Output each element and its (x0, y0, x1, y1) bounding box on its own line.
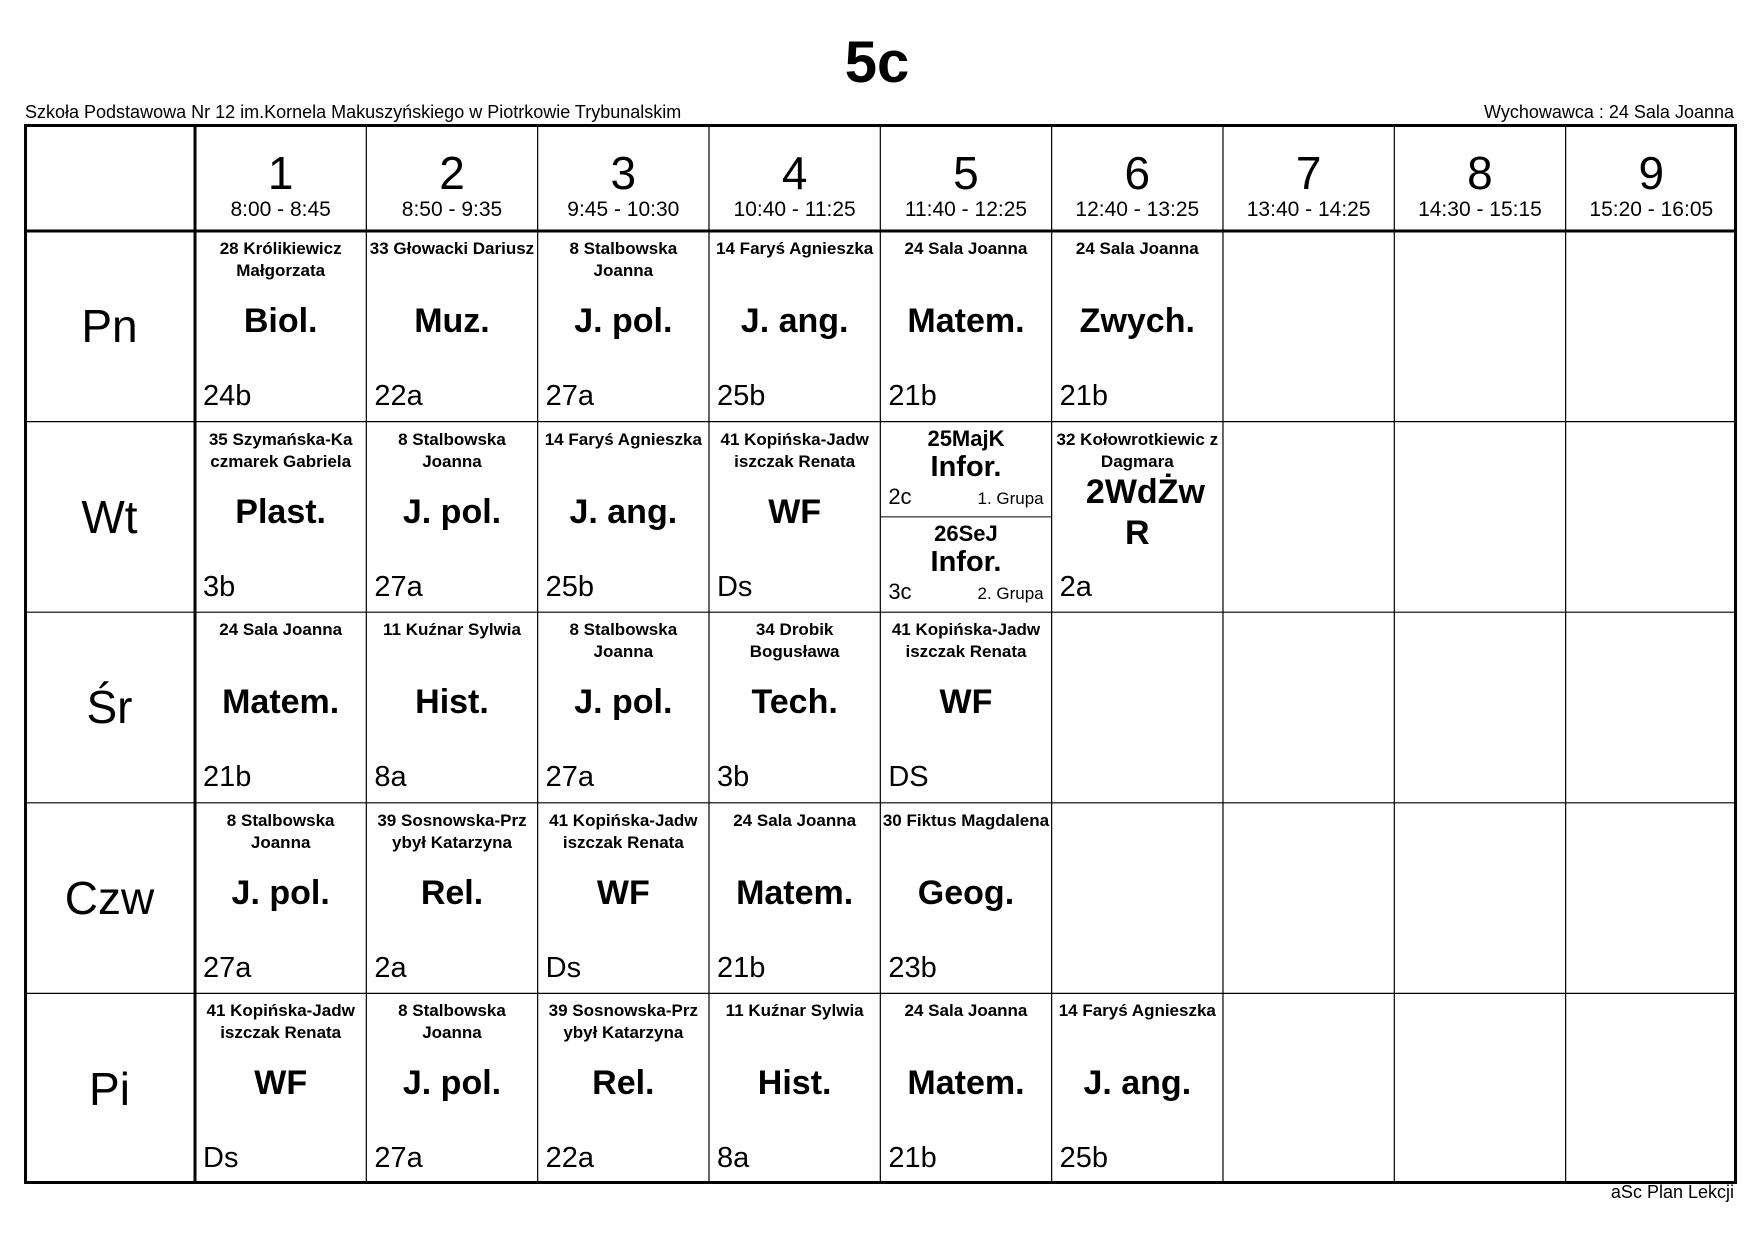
lesson-cell[interactable] (538, 612, 709, 803)
lesson-cell[interactable] (366, 422, 537, 613)
lesson-room: 3b (203, 570, 236, 603)
lesson-room: 2a (374, 951, 407, 984)
lesson-cell[interactable] (538, 803, 709, 994)
lesson-teacher: 11 Kuźnar Sylwia (383, 620, 521, 640)
lesson-subject: J. pol. (574, 683, 673, 722)
lesson-subject: Rel. (592, 1064, 655, 1103)
lesson-cell[interactable] (1052, 231, 1223, 422)
lesson-cell[interactable] (195, 993, 366, 1184)
lesson-cell[interactable] (366, 231, 537, 422)
day-label: Pi (89, 1062, 130, 1115)
lesson-cell[interactable] (709, 231, 880, 422)
lesson-room: 22a (374, 380, 423, 412)
lesson-cell[interactable] (538, 422, 709, 613)
period-header-9 (1566, 124, 1737, 231)
lesson-subject: J. pol. (402, 1064, 502, 1103)
lesson-teacher: 39 Sosnowska-Prz ybył Katarzyna (548, 1001, 698, 1043)
lesson-cell[interactable] (195, 231, 366, 422)
lesson-room: 25b (716, 380, 766, 412)
lesson-cell[interactable] (880, 993, 1051, 1184)
lesson-cell[interactable] (195, 612, 366, 803)
period-number: 6 (1124, 147, 1151, 199)
lesson-cell[interactable] (1052, 422, 1223, 613)
lesson-cell[interactable] (538, 993, 709, 1184)
lesson-subject: Infor. (930, 545, 1002, 578)
lesson-cell[interactable] (709, 612, 880, 803)
period-header-1 (195, 124, 366, 231)
lesson-subject: Hist. (415, 683, 489, 722)
lesson-teacher: 8 Stalbowska Joanna (569, 620, 678, 662)
lesson-teacher: 14 Faryś Agnieszka (1058, 1001, 1216, 1021)
school-name: Szkoła Podstawowa Nr 12 im.Kornela Makuszyńskiego w Piotrkowie Trybunalskim (25, 102, 682, 122)
period-time: 11:40 - 12:25 (904, 198, 1028, 221)
lesson-teacher: 35 Szymańska-Ka czmarek Gabriela (208, 429, 353, 471)
lesson-cell[interactable] (880, 231, 1051, 422)
period-header-8 (1394, 124, 1565, 231)
lesson-subject: Geog. (917, 873, 1015, 912)
lesson-room: 3c (888, 578, 912, 604)
timetable-grid (24, 124, 1737, 1184)
period-time: 15:20 - 16:05 (1589, 198, 1714, 221)
lesson-teacher: 24 Sala Joanna (733, 810, 857, 830)
lesson-room: 27a (374, 570, 423, 603)
lesson-teacher: 41 Kopińska-Jadw iszczak Renata (891, 620, 1041, 662)
lesson-cell[interactable] (880, 422, 1051, 613)
lesson-teacher: 32 Kołowrotkiewic z Dagmara (1056, 429, 1219, 471)
lesson-room: 21b (888, 380, 937, 412)
lesson-teacher: 30 Fiktus Magdalena (882, 810, 1050, 830)
lesson-subject: Hist. (757, 1064, 832, 1103)
lesson-cell[interactable] (366, 993, 537, 1184)
day-label: Pn (81, 300, 138, 353)
lesson-teacher: 8 Stalbowska Joanna (398, 429, 506, 471)
lesson-room: 27a (545, 761, 595, 794)
lesson-subject: Plast. (235, 492, 327, 531)
lesson-room: DS (888, 761, 929, 794)
lesson-teacher: 11 Kuźnar Sylwia (725, 1001, 864, 1021)
period-number: 2 (439, 147, 465, 199)
lesson-room: 21b (203, 761, 252, 794)
period-time: 12:40 - 13:25 (1075, 198, 1200, 221)
lesson-teacher: 8 Stalbowska Joanna (398, 1001, 506, 1043)
lesson-room: 27a (203, 951, 252, 984)
lesson-teacher: 41 Kopińska-Jadw iszczak Renata (206, 1001, 355, 1043)
lesson-room: 22a (545, 1142, 595, 1175)
lesson-room: Ds (203, 1142, 239, 1175)
lesson-group: 1. Grupa (977, 488, 1044, 508)
lesson-room: 21b (1059, 380, 1109, 412)
period-header-6 (1052, 124, 1223, 231)
period-header-5 (880, 124, 1051, 231)
lesson-cell[interactable] (538, 231, 709, 422)
lesson-subject: Matem. (736, 873, 854, 912)
lesson-teacher: 24 Sala Joanna (904, 239, 1028, 258)
lesson-teacher: 41 Kopińska-Jadw iszczak Renata (549, 810, 698, 852)
day-label: Wt (81, 490, 138, 543)
lesson-room: Ds (716, 570, 753, 603)
period-time: 8:50 - 9:35 (401, 198, 503, 221)
period-time: 8:00 - 8:45 (230, 198, 331, 221)
footer-credit: aSc Plan Lekcji (1610, 1182, 1734, 1202)
lesson-teacher: 8 Stalbowska Joanna (569, 239, 678, 280)
lesson-subject: Matem. (907, 302, 1025, 340)
lesson-cell[interactable] (709, 422, 880, 613)
lesson-subject: Matem. (907, 1064, 1025, 1103)
lesson-subject: Zwych. (1079, 302, 1195, 340)
lesson-room: 24b (203, 380, 252, 412)
lesson-subject: J. pol. (574, 302, 673, 340)
lesson-room: 2c (888, 483, 912, 509)
lesson-teacher: 25MajK (927, 425, 1005, 451)
lesson-subject: 2WdŻw R (1085, 472, 1205, 552)
lesson-group: 2. Grupa (977, 583, 1044, 603)
lesson-subject: J. ang. (740, 302, 849, 340)
lesson-subject: Matem. (222, 683, 340, 722)
period-header-2 (366, 124, 537, 231)
lesson-room: 2a (1059, 570, 1092, 603)
period-time: 14:30 - 15:15 (1418, 198, 1542, 221)
lesson-cell[interactable] (195, 803, 366, 994)
period-header-4 (709, 124, 880, 231)
period-number: 3 (610, 147, 637, 199)
day-label: Czw (64, 872, 155, 925)
lesson-cell[interactable] (366, 803, 537, 994)
lesson-room: Ds (545, 951, 582, 984)
lesson-teacher: 41 Kopińska-Jadw iszczak Renata (720, 429, 869, 471)
lesson-room: 3b (716, 761, 750, 794)
lesson-cell[interactable] (1052, 993, 1223, 1184)
lesson-subject: Infor. (930, 450, 1002, 483)
lesson-subject: J. ang. (1083, 1064, 1192, 1103)
period-time: 9:45 - 10:30 (567, 198, 680, 221)
lesson-subject: WF (768, 492, 822, 531)
lesson-subject: WF (939, 683, 993, 722)
lesson-subject: Biol. (243, 302, 318, 340)
lesson-cell[interactable] (709, 803, 880, 994)
lesson-subject: WF (254, 1064, 308, 1103)
period-number: 5 (953, 147, 979, 199)
lesson-cell[interactable] (366, 612, 537, 803)
lesson-room: 27a (545, 380, 595, 412)
period-time: 13:40 - 14:25 (1246, 198, 1371, 221)
lesson-teacher: 14 Faryś Agnieszka (544, 429, 702, 449)
period-time: 10:40 - 11:25 (733, 198, 856, 221)
lesson-subject: J. ang. (569, 492, 678, 531)
lesson-teacher: 24 Sala Joanna (219, 620, 343, 640)
lesson-room: 25b (1059, 1142, 1109, 1175)
lesson-room: 21b (888, 1142, 937, 1175)
lesson-teacher: 26SeJ (934, 520, 998, 546)
period-number: 1 (267, 147, 294, 199)
lesson-room: 27a (374, 1142, 423, 1175)
lesson-cell[interactable] (880, 612, 1051, 803)
period-number: 8 (1467, 147, 1493, 199)
lesson-cell[interactable] (195, 422, 366, 613)
period-number: 4 (781, 147, 808, 199)
lesson-teacher: 8 Stalbowska Joanna (226, 810, 335, 852)
lesson-cell[interactable] (709, 993, 880, 1184)
lesson-room: 25b (545, 570, 595, 603)
period-header-3 (538, 124, 709, 231)
lesson-subject: Tech. (751, 683, 838, 722)
lesson-cell[interactable] (880, 803, 1051, 994)
period-header-7 (1223, 124, 1394, 231)
lesson-teacher: 28 Królikiewicz Małgorzata (219, 239, 342, 280)
day-label: Śr (86, 681, 133, 734)
period-number: 9 (1638, 147, 1665, 199)
period-number: 7 (1295, 147, 1322, 199)
lesson-teacher: 39 Sosnowska-Prz ybył Katarzyna (377, 810, 527, 852)
lesson-subject: Muz. (414, 302, 490, 340)
lesson-subject: WF (596, 873, 650, 912)
lesson-room: 21b (716, 951, 766, 984)
lesson-room: 8a (716, 1142, 750, 1175)
lesson-teacher: 34 Drobik Bogusława (749, 620, 840, 662)
lesson-room: 23b (888, 951, 937, 984)
lesson-subject: J. pol. (402, 492, 502, 531)
lesson-teacher: 33 Głowacki Dariusz (369, 239, 535, 258)
class-title: 5c (844, 30, 910, 95)
lesson-teacher: 24 Sala Joanna (1075, 239, 1199, 258)
lesson-subject: Rel. (420, 873, 484, 912)
lesson-subject: J. pol. (231, 873, 330, 912)
homeroom-teacher: Wychowawca : 24 Sala Joanna (1484, 102, 1734, 122)
lesson-teacher: 24 Sala Joanna (904, 1001, 1028, 1021)
lesson-room: 8a (374, 761, 407, 794)
lesson-teacher: 14 Faryś Agnieszka (716, 239, 874, 258)
